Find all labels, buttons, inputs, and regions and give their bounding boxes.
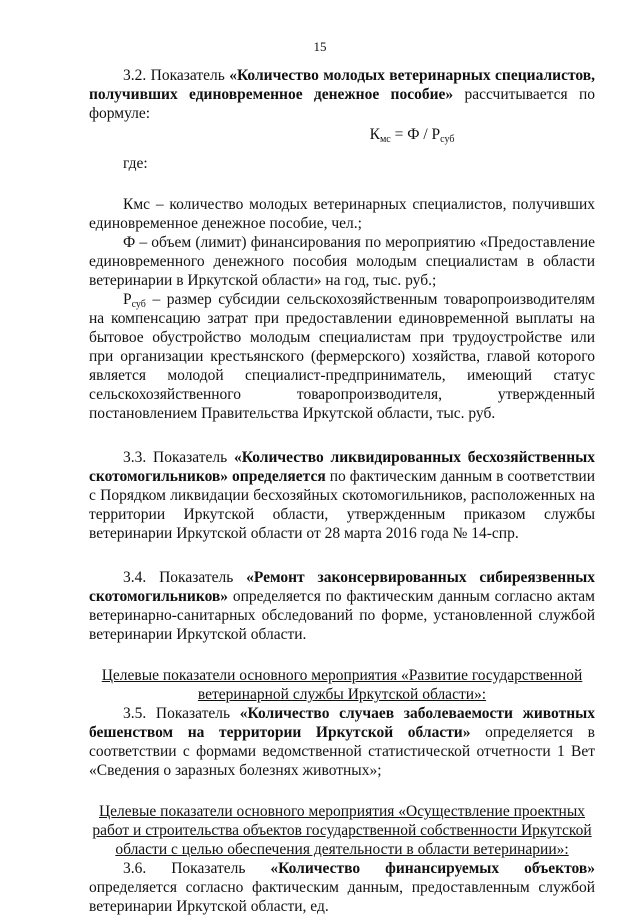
- formula-p-subscript: суб: [440, 134, 455, 145]
- definition-psub: [89, 290, 595, 423]
- indicator-name: «Количество случаев заболеваемости животных бешенством на территории Иркутской области»: [89, 705, 595, 741]
- section-number: 3.5. Показатель: [123, 705, 240, 722]
- section-number: 3.3. Показатель: [123, 449, 235, 466]
- paragraph-3-2: [89, 66, 595, 123]
- formula: [89, 125, 595, 144]
- paragraph-text: определяется согласно фактическим данным, предоставленным службой ветеринарии Иркутской области, ед.: [89, 879, 595, 915]
- definition-f: Ф – объем (лимит) финансирования по мероприятию «Предоставление единовременного денежного пособия молодым специалистам в области ветеринарии в Иркутской области» на год, тыс. руб.;: [89, 234, 595, 289]
- definition-psub-subscript: суб: [131, 299, 146, 310]
- indicator-name: «Ремонт законсервированных сибиреязвенных скотомогильников»: [89, 569, 595, 605]
- where-label: где:: [123, 155, 148, 172]
- paragraph-3-6: [89, 859, 595, 916]
- paragraph-3-5: [89, 704, 595, 780]
- paragraph-text: по фактическим данным в соответствии с Порядком ликвидации бесхозяйных скотомогильников, расположенных на территории Иркутской области, утвержденным приказом службы ветеринарии Иркутской области от 28 марта 2016 года № 14-спр.: [89, 468, 595, 542]
- paragraph-3-4: [89, 568, 595, 644]
- definition-kms: Кмс – количество молодых ветеринарных специалистов, получивших единовременное денежное пособие, чел.;: [89, 196, 595, 232]
- paragraph-3-3: [89, 448, 595, 543]
- paragraph-text: определяется в соответствии с формами ведомственной статистической отчетности 1 Вет «Сведения о заразных болезнях животных»;: [89, 724, 595, 779]
- definition-psub-text: – размер субсидии сельскохозяйственным товаропроизводителям на компенсацию затрат при предоставлении единовременной выплаты на бытовое обустройство молодым специалистам при трудоустройстве или при организации крестьянского (фермерского) хозяйства, главой которого является молодой специалист-предприниматель, имеющий статус сельскохозяйственного товаропроизводителя, утвержденный постановлением Правительства Иркутской области, тыс. руб.: [89, 291, 595, 422]
- definition-psub-symbol: Р: [123, 291, 132, 308]
- section-number: 3.6. Показатель: [123, 860, 271, 877]
- formula-k: К: [369, 126, 380, 143]
- paragraph-text: рассчитывается по формуле:: [89, 86, 595, 122]
- indicator-name: «Количество молодых ветеринарных специалистов, получивших единовременное денежное пособие»: [89, 67, 595, 103]
- section-heading-vet-service: Целевые показатели основного мероприятия «Развитие государственной ветеринарной службы Иркутской области»:: [101, 667, 583, 703]
- indicator-name: «Количество финансируемых объектов»: [270, 860, 595, 877]
- section-heading-construction: Целевые показатели основного мероприятия «Осуществление проектных работ и строительства объектов государственной собственности Иркутской области с целью обеспечения деятельности в области ветеринарии»:: [92, 803, 592, 858]
- page-number: 15: [313, 39, 327, 54]
- formula-body: = Ф / Р: [390, 126, 441, 143]
- document-body: [89, 66, 595, 916]
- indicator-name: «Количество ликвидированных бесхозяйственных скотомогильников» определяется: [89, 449, 595, 485]
- section-number: 3.2. Показатель: [123, 67, 230, 84]
- formula-k-subscript: мс: [379, 134, 391, 145]
- section-number: 3.4. Показатель: [123, 569, 247, 586]
- paragraph-text: определяется по фактическим данным согласно актам ветеринарно-санитарных обследований по форме, установленной службой ветеринарии Иркутской области.: [89, 588, 595, 643]
